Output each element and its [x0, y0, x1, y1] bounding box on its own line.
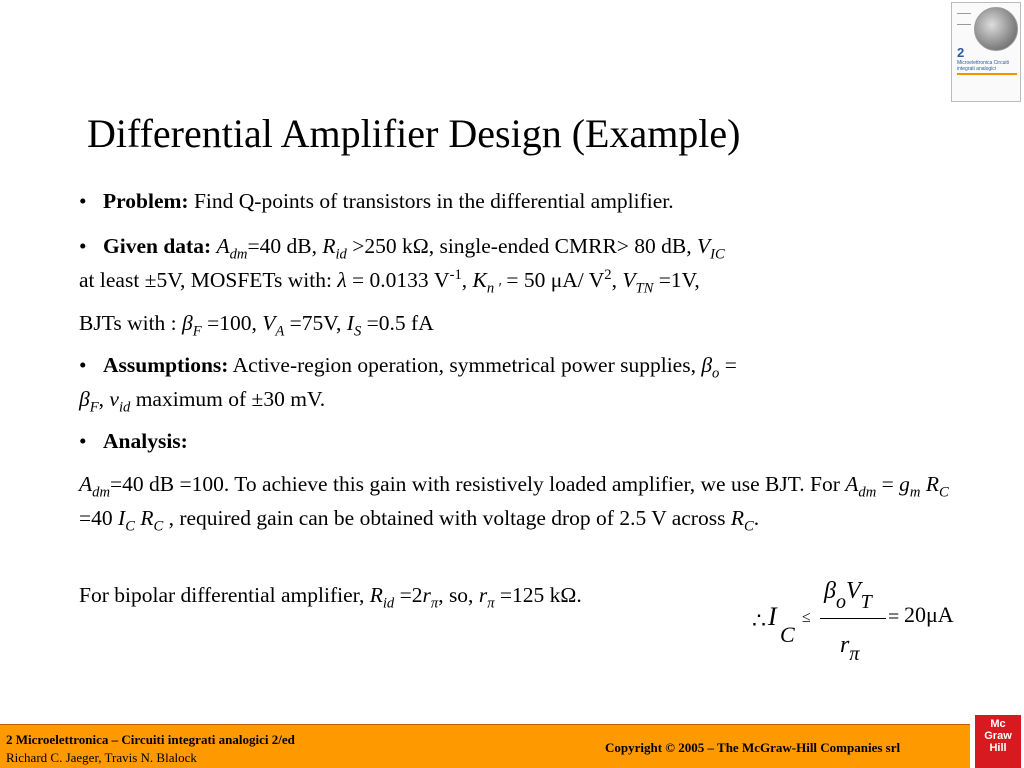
cover-decoration [957, 13, 971, 25]
fraction-bar [820, 618, 886, 619]
footer-authors: Richard C. Jaeger, Travis N. Blalock [6, 750, 197, 765]
slide-title: Differential Amplifier Design (Example) [87, 111, 741, 156]
book-cover-thumbnail [951, 2, 1021, 102]
analysis-paragraph: $A_{dm}=40$ dB =100. To achieve this gain with resistively loaded amplifier, we use BJT. For $A_{dm} = g_m$ $R_C =40$ $I_C$ $R_C$ , required gain can be obtained with voltage drop of 2.5 V across $R_C$. [79, 472, 949, 535]
analysis-bullet: • Analysis: [79, 429, 188, 453]
given-data-bullet: • Given data: $A_{dm}=40$ dB, $R_{id} >250$ kΩ, single-ended CMRR> 80 dB, $V_{IC}$ [79, 234, 725, 263]
mcgraw-hill-logo: Mc Graw Hill [975, 715, 1021, 768]
problem-text: Find Q-points of transistors in the differential amplifier. [188, 189, 674, 213]
problem-bullet: • Problem: Find Q-points of transistors in the differential amplifier. [79, 189, 674, 213]
assumptions-bullet: • Assumptions: Active-region operation, symmetrical power supplies, $\beta_o$ = $\beta_F$, $v_{id}$ maximum of ±30 mV. [79, 353, 737, 416]
footer-course: 2 Microelettronica – Circuiti integrati analogici 2/ed [6, 732, 295, 747]
formula-denominator: $r_\pi$ [840, 632, 860, 665]
given-data-line2: at least ±5V, MOSFETs with: λ = 0.0133 $V^{-1}$, $K_{n '} = 50$ μA/ $V^2$, $V_{TN} =1V$, [79, 266, 700, 297]
cover-number: 2 [957, 45, 965, 60]
problem-label: Problem: [103, 189, 189, 213]
formula-numerator: $\beta_oV_T$ [824, 578, 872, 613]
given-data-line3: BJTs with : $\beta_F =100$, $V_A =75V$, $I_S =0.5$ fA [79, 311, 434, 340]
ic-formula: ∴ I C ≤ $\beta_oV_T$ $r_\pi$ = 20μA [752, 578, 954, 665]
cover-title: Microelettronica Circuiti integrati analogici [957, 60, 1009, 72]
cover-image [974, 7, 1018, 51]
analysis-label: Analysis: [103, 429, 188, 453]
bipolar-paragraph: For bipolar differential amplifier, $R_{id} =2r_\pi$, so, $r_\pi =125$ kΩ. [79, 583, 582, 612]
given-label: Given data: [103, 234, 212, 258]
cover-accent-bar [957, 73, 1017, 75]
assumptions-label: Assumptions: [103, 353, 229, 377]
footer-copyright: Copyright © 2005 – The McGraw-Hill Companies srl [605, 740, 901, 755]
